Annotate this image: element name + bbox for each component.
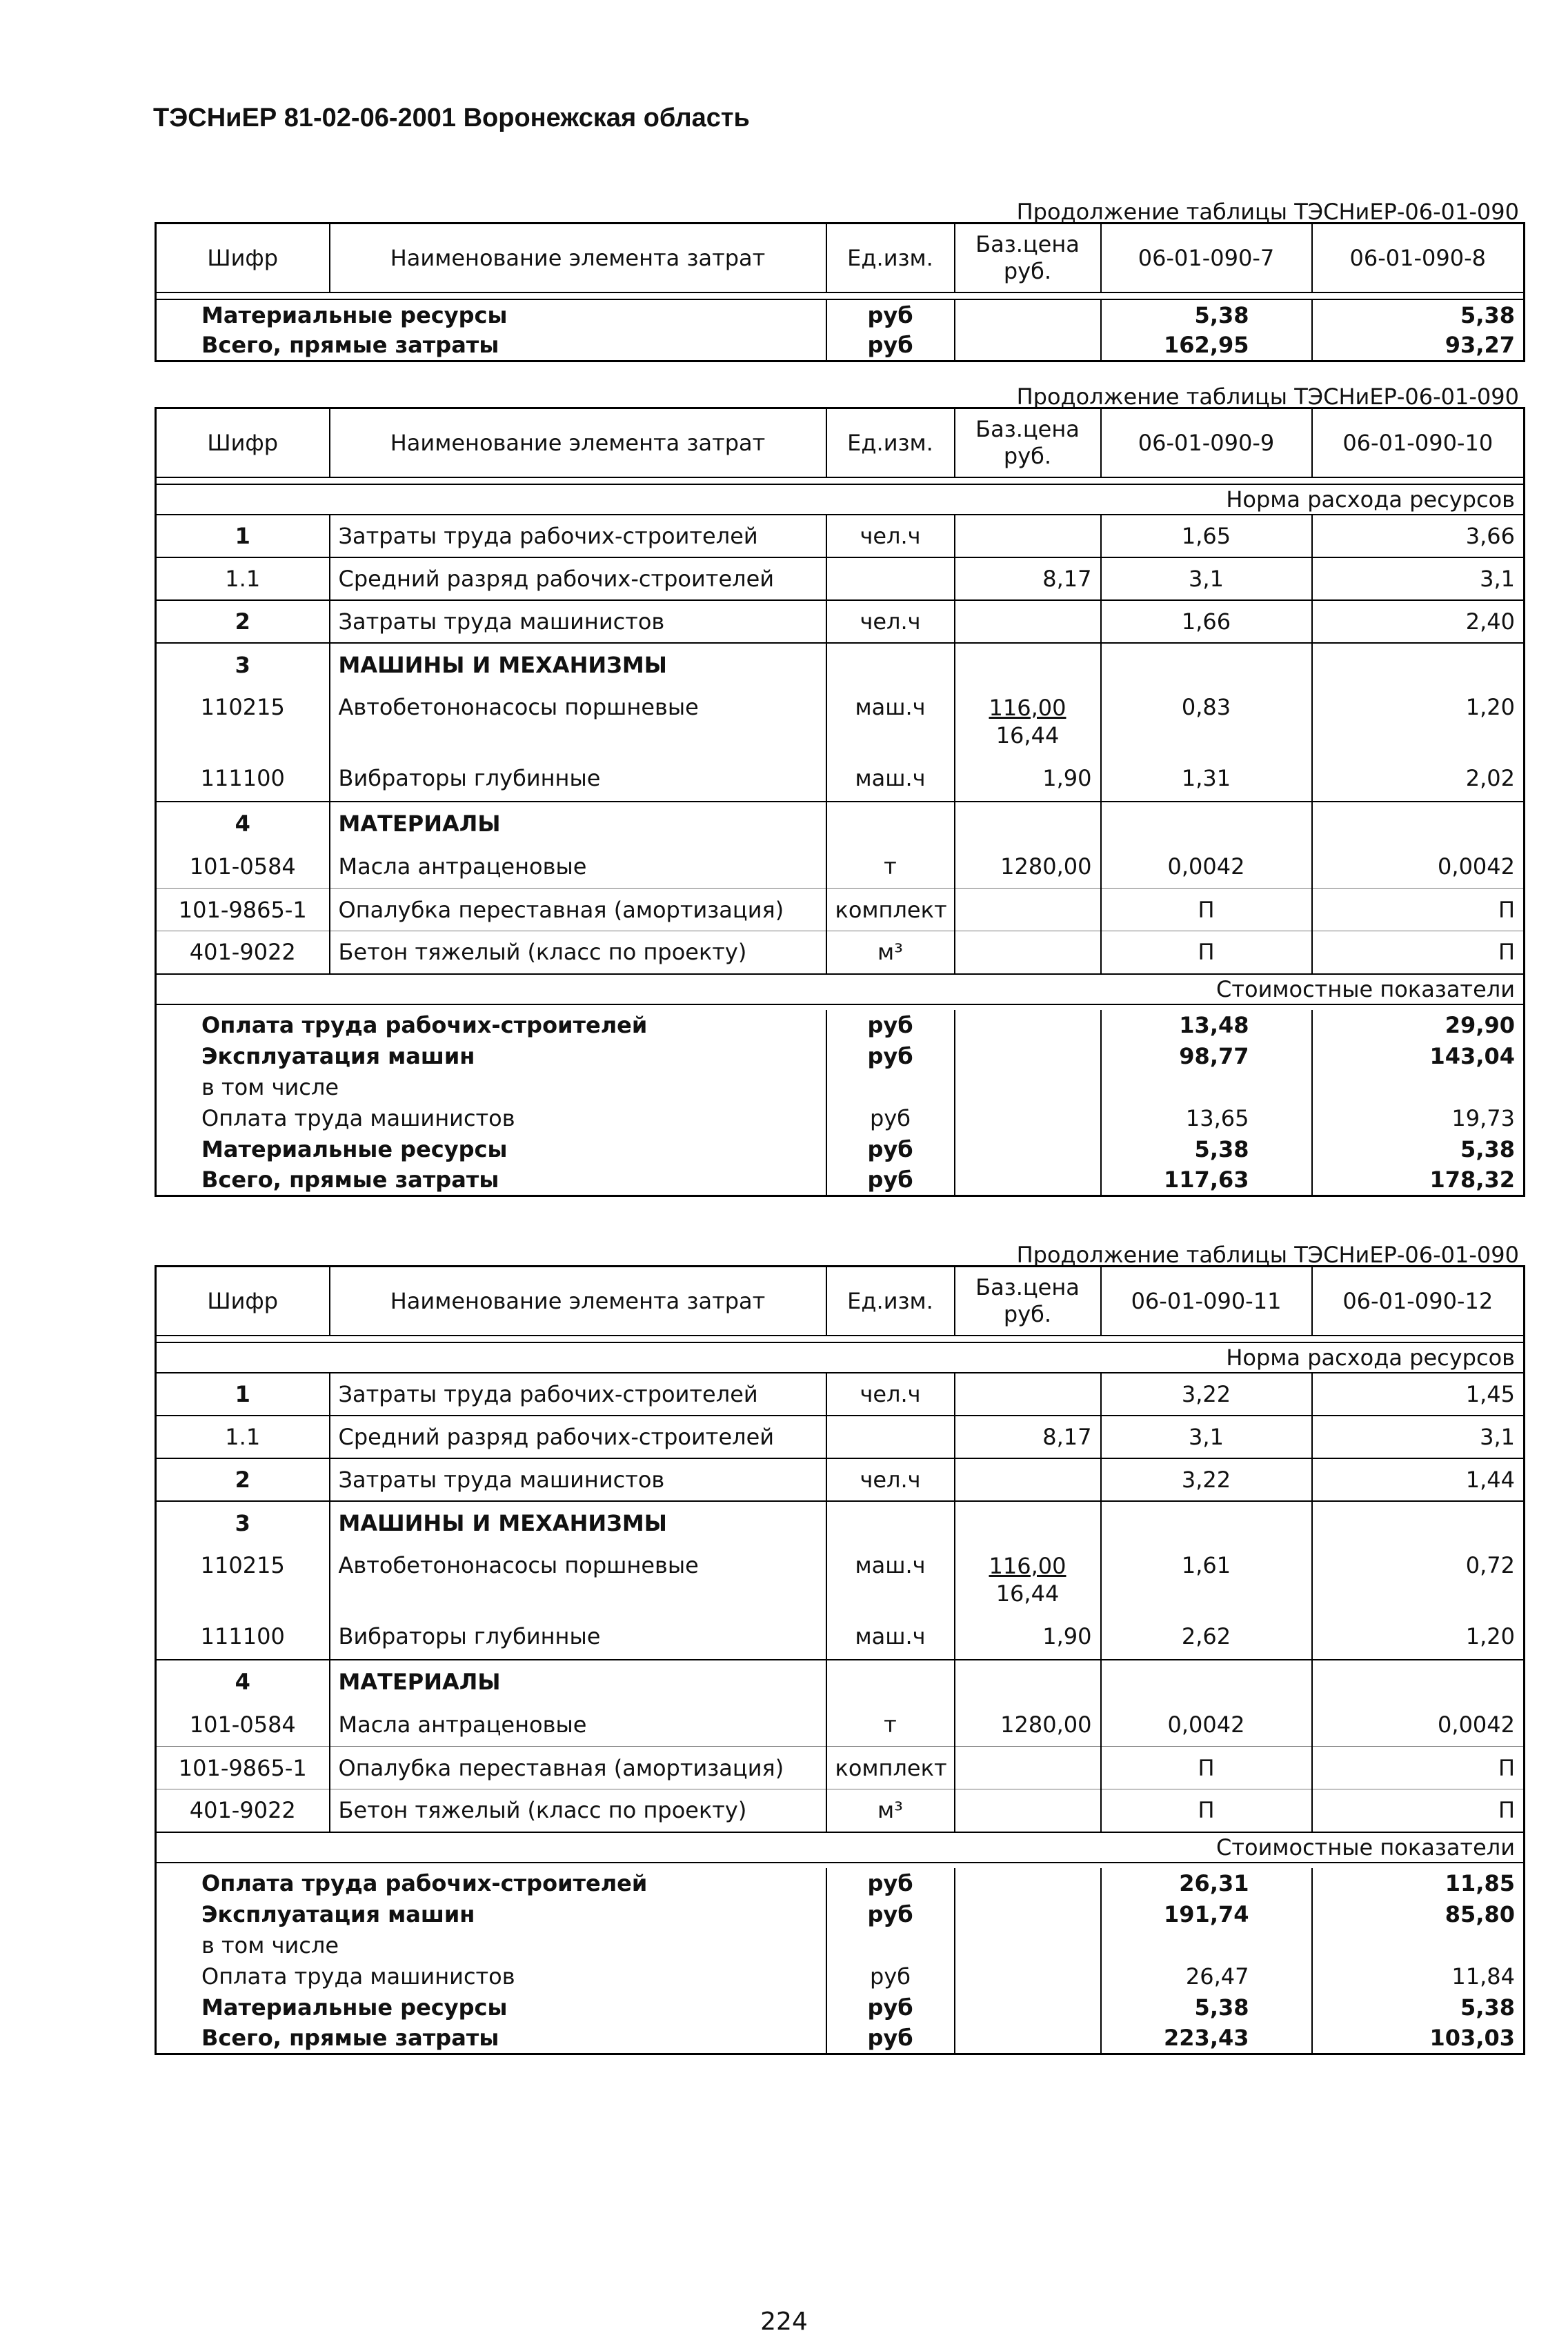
summary-row xyxy=(156,1961,1525,1992)
table-row xyxy=(156,1789,1525,1832)
row-unit: комплект xyxy=(826,889,955,931)
summary-row xyxy=(156,2023,1525,2054)
table-row xyxy=(156,846,1525,889)
row-code: 101-9865-1 xyxy=(156,1747,330,1789)
table-caption: Продолжение таблицы ТЭСНиЕР-06-01-090 xyxy=(1016,199,1519,225)
summary-row xyxy=(156,1868,1525,1899)
summary-variant-a xyxy=(1101,1930,1312,1961)
summary-variant-a: 13,48 xyxy=(1101,1010,1312,1041)
value-variant-a: П xyxy=(1101,1789,1312,1832)
table-row xyxy=(156,1545,1525,1614)
summary-row xyxy=(156,1010,1525,1041)
summary-unit: руб xyxy=(826,330,955,361)
summary-variant-b xyxy=(1312,1930,1525,1961)
summary-variant-b: 11,84 xyxy=(1312,1961,1525,1992)
summary-label: Оплата труда машинистов xyxy=(201,1105,515,1131)
value-variant-b: П xyxy=(1312,889,1525,931)
row-unit: м³ xyxy=(826,931,955,974)
summary-label: Всего, прямые затраты xyxy=(201,2025,499,2052)
col-header-variant-a: 06-01-090-11 xyxy=(1101,1267,1312,1336)
row-code: 111100 xyxy=(156,1614,330,1660)
row-name: Опалубка переставная (амортизация) xyxy=(330,889,826,931)
resource-table-3 xyxy=(155,1265,1525,2055)
summary-label: в том числе xyxy=(201,1932,339,1958)
row-unit: маш.ч xyxy=(826,1614,955,1660)
row-name: Автобетононасосы поршневые xyxy=(330,687,826,756)
summary-label: Материальные ресурсы xyxy=(201,1994,508,2021)
value-variant-b: 1,20 xyxy=(1312,1614,1525,1660)
table-row xyxy=(156,889,1525,931)
summary-row xyxy=(156,1930,1525,1961)
cost-label-row xyxy=(156,1832,1525,1863)
value-variant-b: 0,0042 xyxy=(1312,1704,1525,1747)
row-name: Затраты труда рабочих-строителей xyxy=(330,515,826,557)
row-name: Средний разряд рабочих-строителей xyxy=(330,1416,826,1458)
row-price xyxy=(955,1545,1101,1614)
value-variant-a: 0,83 xyxy=(1101,687,1312,756)
section-title: МАТЕРИАЛЫ xyxy=(330,802,826,846)
summary-label: Эксплуатация машин xyxy=(201,1043,475,1069)
row-name: Бетон тяжелый (класс по проекту) xyxy=(330,1789,826,1832)
row-code: 101-9865-1 xyxy=(156,889,330,931)
section-title: МАТЕРИАЛЫ xyxy=(330,1660,826,1704)
value-variant-b: 2,40 xyxy=(1312,600,1525,643)
summary-unit: руб xyxy=(826,1868,955,1899)
table-row xyxy=(156,600,1525,643)
summary-variant-a: 191,74 xyxy=(1101,1899,1312,1930)
value-variant-b: П xyxy=(1312,1789,1525,1832)
col-header-name: Наименование элемента затрат xyxy=(330,224,826,292)
summary-unit: руб xyxy=(826,1134,955,1165)
row-code: 4 xyxy=(156,802,330,846)
summary-label: Оплата труда рабочих-строителей xyxy=(201,1012,648,1038)
summary-variant-b: 5,38 xyxy=(1312,1992,1525,2023)
value-variant-a: 3,1 xyxy=(1101,1416,1312,1458)
row-unit: т xyxy=(826,1704,955,1747)
row-unit xyxy=(826,557,955,600)
summary-unit: руб xyxy=(826,1103,955,1134)
summary-variant-b xyxy=(1312,1072,1525,1103)
row-price xyxy=(955,1747,1101,1789)
table-row xyxy=(156,1614,1525,1660)
col-header-variant-b: 06-01-090-10 xyxy=(1312,408,1525,477)
table-row xyxy=(156,1704,1525,1747)
section-row xyxy=(156,1501,1525,1545)
row-unit: чел.ч xyxy=(826,1373,955,1416)
page-number: 224 xyxy=(760,2308,808,2336)
row-name: Средний разряд рабочих-строителей xyxy=(330,557,826,600)
value-variant-a: 1,65 xyxy=(1101,515,1312,557)
table-row xyxy=(156,756,1525,802)
row-code: 111100 xyxy=(156,756,330,802)
col-header-unit: Ед.изм. xyxy=(826,224,955,292)
row-code: 1 xyxy=(156,1373,330,1416)
summary-variant-a: 5,38 xyxy=(1101,1992,1312,2023)
document-header: ТЭСНиЕР 81-02-06-2001 Воронежская область xyxy=(153,103,750,132)
row-price: 1280,00 xyxy=(955,1704,1101,1747)
row-price xyxy=(955,600,1101,643)
row-unit: маш.ч xyxy=(826,756,955,802)
row-code: 1.1 xyxy=(156,557,330,600)
value-variant-b: 1,45 xyxy=(1312,1373,1525,1416)
summary-variant-a: 5,38 xyxy=(1101,299,1312,330)
row-code: 2 xyxy=(156,600,330,643)
row-code: 3 xyxy=(156,643,330,687)
summary-unit: руб xyxy=(826,1165,955,1196)
row-code: 401-9022 xyxy=(156,1789,330,1832)
summary-label: Оплата труда рабочих-строителей xyxy=(201,1870,648,1896)
value-variant-b: 1,20 xyxy=(1312,687,1525,756)
row-unit: чел.ч xyxy=(826,515,955,557)
value-variant-a: П xyxy=(1101,889,1312,931)
row-name: Вибраторы глубинные xyxy=(330,756,826,802)
table-row xyxy=(156,1747,1525,1789)
summary-variant-a: 13,65 xyxy=(1101,1103,1312,1134)
summary-variant-b: 103,03 xyxy=(1312,2023,1525,2054)
summary-variant-a: 98,77 xyxy=(1101,1041,1312,1072)
col-header-code: Шифр xyxy=(156,224,330,292)
row-price xyxy=(955,1789,1101,1832)
summary-label: Оплата труда машинистов xyxy=(201,1963,515,1990)
summary-unit xyxy=(826,1072,955,1103)
row-price: 1280,00 xyxy=(955,846,1101,889)
norm-label: Норма расхода ресурсов xyxy=(156,1342,1525,1373)
row-price xyxy=(955,515,1101,557)
summary-label: в том числе xyxy=(201,1074,339,1100)
table-row xyxy=(156,1373,1525,1416)
summary-variant-b: 19,73 xyxy=(1312,1103,1525,1134)
row-code: 2 xyxy=(156,1458,330,1501)
value-variant-b: П xyxy=(1312,1747,1525,1789)
summary-row xyxy=(156,1041,1525,1072)
summary-row xyxy=(156,1992,1525,2023)
separator-row xyxy=(156,1336,1525,1342)
summary-unit: руб xyxy=(826,299,955,330)
table-body xyxy=(156,224,1525,361)
summary-variant-a xyxy=(1101,1072,1312,1103)
summary-variant-b: 5,38 xyxy=(1312,299,1525,330)
value-variant-b: 2,02 xyxy=(1312,756,1525,802)
summary-variant-b: 11,85 xyxy=(1312,1868,1525,1899)
row-name: Опалубка переставная (амортизация) xyxy=(330,1747,826,1789)
row-code: 101-0584 xyxy=(156,846,330,889)
row-name: Автобетононасосы поршневые xyxy=(330,1545,826,1614)
value-variant-b: П xyxy=(1312,931,1525,974)
table-caption: Продолжение таблицы ТЭСНиЕР-06-01-090 xyxy=(1016,1242,1519,1268)
value-variant-a: 3,22 xyxy=(1101,1458,1312,1501)
table-row xyxy=(156,1458,1525,1501)
table-body xyxy=(156,408,1525,1196)
col-header-price: Баз.цена руб. xyxy=(955,1267,1101,1336)
value-variant-a: П xyxy=(1101,1747,1312,1789)
summary-label: Материальные ресурсы xyxy=(201,301,508,328)
row-unit: чел.ч xyxy=(826,1458,955,1501)
row-code: 4 xyxy=(156,1660,330,1704)
col-header-name: Наименование элемента затрат xyxy=(330,1267,826,1336)
row-price: 1,90 xyxy=(955,756,1101,802)
col-header-code: Шифр xyxy=(156,408,330,477)
summary-variant-a: 26,47 xyxy=(1101,1961,1312,1992)
norm-label: Норма расхода ресурсов xyxy=(156,484,1525,515)
header-row xyxy=(156,1267,1525,1336)
section-title: МАШИНЫ И МЕХАНИЗМЫ xyxy=(330,1501,826,1545)
row-name: Затраты труда машинистов xyxy=(330,1458,826,1501)
summary-unit: руб xyxy=(826,1041,955,1072)
summary-variant-b: 5,38 xyxy=(1312,1134,1525,1165)
summary-variant-b: 93,27 xyxy=(1312,330,1525,361)
col-header-variant-b: 06-01-090-12 xyxy=(1312,1267,1525,1336)
summary-row xyxy=(156,330,1525,361)
summary-unit xyxy=(826,1930,955,1961)
col-header-code: Шифр xyxy=(156,1267,330,1336)
summary-variant-a: 162,95 xyxy=(1101,330,1312,361)
value-variant-a: 2,62 xyxy=(1101,1614,1312,1660)
col-header-name: Наименование элемента затрат xyxy=(330,408,826,477)
price-numerator: 116,00 xyxy=(989,1552,1066,1579)
table-caption: Продолжение таблицы ТЭСНиЕР-06-01-090 xyxy=(1016,384,1519,410)
section-row xyxy=(156,802,1525,846)
row-code: 401-9022 xyxy=(156,931,330,974)
cost-label-row xyxy=(156,974,1525,1004)
row-code: 1 xyxy=(156,515,330,557)
row-unit: маш.ч xyxy=(826,687,955,756)
value-variant-b: 3,66 xyxy=(1312,515,1525,557)
summary-label: Всего, прямые затраты xyxy=(201,1167,499,1193)
row-code: 1.1 xyxy=(156,1416,330,1458)
row-name: Затраты труда рабочих-строителей xyxy=(330,1373,826,1416)
summary-unit: руб xyxy=(826,1010,955,1041)
value-variant-a: П xyxy=(1101,931,1312,974)
summary-unit: руб xyxy=(826,1992,955,2023)
row-unit: чел.ч xyxy=(826,600,955,643)
value-variant-a: 1,61 xyxy=(1101,1545,1312,1614)
row-code: 110215 xyxy=(200,1551,285,1578)
summary-unit: руб xyxy=(826,1961,955,1992)
row-price xyxy=(955,1373,1101,1416)
summary-unit: руб xyxy=(826,1899,955,1930)
row-unit: комплект xyxy=(826,1747,955,1789)
summary-row xyxy=(156,1165,1525,1196)
summary-row xyxy=(156,1103,1525,1134)
value-variant-b: 0,72 xyxy=(1312,1545,1525,1614)
row-unit: м³ xyxy=(826,1789,955,1832)
price-denominator: 16,44 xyxy=(995,1580,1060,1607)
row-name: Затраты труда машинистов xyxy=(330,600,826,643)
row-price: 1,90 xyxy=(955,1614,1101,1660)
summary-label: Эксплуатация машин xyxy=(201,1901,475,1927)
table-row xyxy=(156,931,1525,974)
cost-label: Стоимостные показатели xyxy=(156,1832,1525,1863)
value-variant-b: 3,1 xyxy=(1312,1416,1525,1458)
header-row xyxy=(156,408,1525,477)
col-header-variant-a: 06-01-090-7 xyxy=(1101,224,1312,292)
summary-row xyxy=(156,299,1525,330)
table-row xyxy=(156,1416,1525,1458)
summary-variant-a: 5,38 xyxy=(1101,1134,1312,1165)
section-title: МАШИНЫ И МЕХАНИЗМЫ xyxy=(330,643,826,687)
row-code: 101-0584 xyxy=(156,1704,330,1747)
value-variant-a: 1,66 xyxy=(1101,600,1312,643)
section-row xyxy=(156,1660,1525,1704)
price-numerator: 116,00 xyxy=(989,694,1066,721)
table-row xyxy=(156,687,1525,756)
resource-table-2 xyxy=(155,407,1525,1197)
summary-variant-a: 223,43 xyxy=(1101,2023,1312,2054)
col-header-variant-a: 06-01-090-9 xyxy=(1101,408,1312,477)
col-header-unit: Ед.изм. xyxy=(826,408,955,477)
header-row xyxy=(156,224,1525,292)
value-variant-a: 3,22 xyxy=(1101,1373,1312,1416)
row-unit: маш.ч xyxy=(826,1545,955,1614)
value-variant-a: 3,1 xyxy=(1101,557,1312,600)
summary-row xyxy=(156,1899,1525,1930)
summary-variant-b: 29,90 xyxy=(1312,1010,1525,1041)
value-variant-a: 1,31 xyxy=(1101,756,1312,802)
col-header-price: Баз.цена руб. xyxy=(955,224,1101,292)
summary-variant-b: 143,04 xyxy=(1312,1041,1525,1072)
norm-label-row xyxy=(156,484,1525,515)
row-price xyxy=(955,931,1101,974)
row-name: Вибраторы глубинные xyxy=(330,1614,826,1660)
row-code: 3 xyxy=(156,1501,330,1545)
spacer-row xyxy=(156,1004,1525,1010)
value-variant-b: 1,44 xyxy=(1312,1458,1525,1501)
row-code: 110215 xyxy=(200,693,285,720)
row-price xyxy=(955,889,1101,931)
col-header-variant-b: 06-01-090-8 xyxy=(1312,224,1525,292)
row-price xyxy=(955,1458,1101,1501)
summary-label: Материальные ресурсы xyxy=(201,1136,508,1162)
table-row xyxy=(156,557,1525,600)
separator-row xyxy=(156,292,1525,299)
table-row xyxy=(156,515,1525,557)
resource-table-1 xyxy=(155,222,1525,362)
value-variant-a: 0,0042 xyxy=(1101,1704,1312,1747)
summary-label: Всего, прямые затраты xyxy=(201,332,499,359)
norm-label-row xyxy=(156,1342,1525,1373)
col-header-price: Баз.цена руб. xyxy=(955,408,1101,477)
value-variant-b: 3,1 xyxy=(1312,557,1525,600)
row-price: 8,17 xyxy=(955,1416,1101,1458)
row-price xyxy=(955,687,1101,756)
row-name: Масла антраценовые xyxy=(330,846,826,889)
summary-variant-a: 117,63 xyxy=(1101,1165,1312,1196)
table-body xyxy=(156,1267,1525,2054)
spacer-row xyxy=(156,1863,1525,1868)
row-name: Бетон тяжелый (класс по проекту) xyxy=(330,931,826,974)
summary-variant-b: 178,32 xyxy=(1312,1165,1525,1196)
summary-variant-b: 85,80 xyxy=(1312,1899,1525,1930)
price-denominator: 16,44 xyxy=(995,722,1060,748)
summary-row xyxy=(156,1134,1525,1165)
summary-row xyxy=(156,1072,1525,1103)
row-unit: т xyxy=(826,846,955,889)
row-price: 8,17 xyxy=(955,557,1101,600)
row-name: Масла антраценовые xyxy=(330,1704,826,1747)
separator-row xyxy=(156,477,1525,484)
value-variant-a: 0,0042 xyxy=(1101,846,1312,889)
summary-variant-a: 26,31 xyxy=(1101,1868,1312,1899)
summary-unit: руб xyxy=(826,2023,955,2054)
row-unit xyxy=(826,1416,955,1458)
cost-label: Стоимостные показатели xyxy=(156,974,1525,1004)
value-variant-b: 0,0042 xyxy=(1312,846,1525,889)
col-header-unit: Ед.изм. xyxy=(826,1267,955,1336)
section-row xyxy=(156,643,1525,687)
